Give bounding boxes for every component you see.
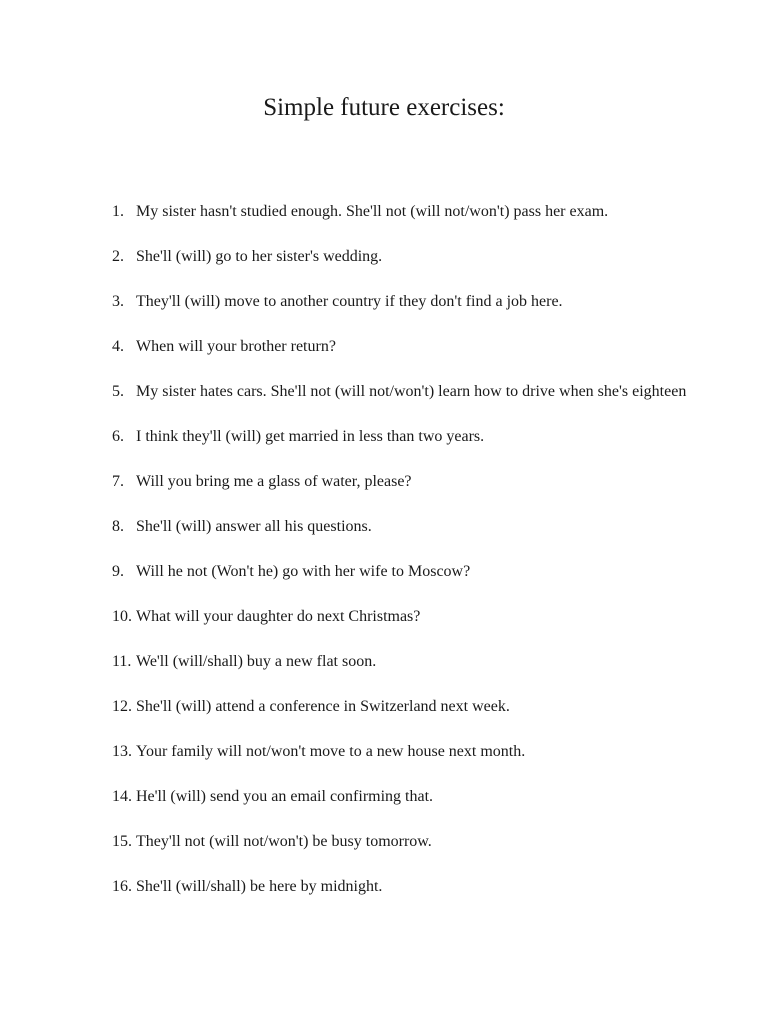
exercise-number: 6. xyxy=(112,428,124,445)
exercise-number: 11. xyxy=(112,653,132,670)
exercise-number: 13. xyxy=(112,743,132,760)
exercise-text: She'll (will) answer all his questions. xyxy=(136,518,372,535)
exercise-item xyxy=(112,830,712,853)
exercise-item xyxy=(112,200,712,223)
exercise-text: We'll (will/shall) buy a new flat soon. xyxy=(136,653,377,670)
exercise-text: They'll not (will not/won't) be busy tomorrow. xyxy=(136,833,432,850)
exercise-number: 5. xyxy=(112,383,124,400)
exercise-item xyxy=(112,740,712,763)
exercise-number: 10. xyxy=(112,608,132,625)
exercise-item xyxy=(112,470,712,493)
exercise-number: 16. xyxy=(112,878,132,895)
exercise-item xyxy=(112,290,712,313)
exercise-text: My sister hasn't studied enough. She'll not (will not/won't) pass her exam. xyxy=(136,203,609,220)
exercise-item xyxy=(112,380,712,403)
exercise-text: She'll (will) go to her sister's wedding. xyxy=(136,248,383,265)
exercise-number: 8. xyxy=(112,518,124,535)
exercise-item xyxy=(112,425,712,448)
exercise-number: 15. xyxy=(112,833,132,850)
exercise-text: He'll (will) send you an email confirming that. xyxy=(136,788,434,805)
page-title: Simple future exercises: xyxy=(263,94,505,121)
exercise-item xyxy=(112,650,712,673)
exercise-text: I think they'll (will) get married in less than two years. xyxy=(136,428,485,445)
exercise-list xyxy=(112,200,712,920)
exercise-item xyxy=(112,335,712,358)
exercise-text: What will your daughter do next Christmas? xyxy=(136,608,421,625)
exercise-text: They'll (will) move to another country if they don't find a job here. xyxy=(136,293,563,310)
exercise-text: Your family will not/won't move to a new house next month. xyxy=(136,743,526,760)
exercise-text: She'll (will/shall) be here by midnight. xyxy=(136,878,383,895)
exercise-text: Will he not (Won't he) go with her wife to Moscow? xyxy=(136,563,471,580)
exercise-number: 2. xyxy=(112,248,124,265)
exercise-number: 1. xyxy=(112,203,124,220)
exercise-number: 4. xyxy=(112,338,124,355)
exercise-number: 14. xyxy=(112,788,132,805)
exercise-item xyxy=(112,245,712,268)
exercise-item xyxy=(112,875,712,898)
exercise-number: 7. xyxy=(112,473,124,490)
exercise-item xyxy=(112,605,712,628)
exercise-number: 3. xyxy=(112,293,124,310)
exercise-item xyxy=(112,695,712,718)
exercise-item xyxy=(112,560,712,583)
exercise-text: Will you bring me a glass of water, please? xyxy=(136,473,412,490)
exercise-item xyxy=(112,785,712,808)
exercise-number: 12. xyxy=(112,698,132,715)
exercise-text: She'll (will) attend a conference in Switzerland next week. xyxy=(136,698,510,715)
exercise-text: My sister hates cars. She'll not (will not/won't) learn how to drive when she's eighteen xyxy=(136,383,687,400)
exercise-number: 9. xyxy=(112,563,124,580)
exercise-item xyxy=(112,515,712,538)
exercise-text: When will your brother return? xyxy=(136,338,336,355)
